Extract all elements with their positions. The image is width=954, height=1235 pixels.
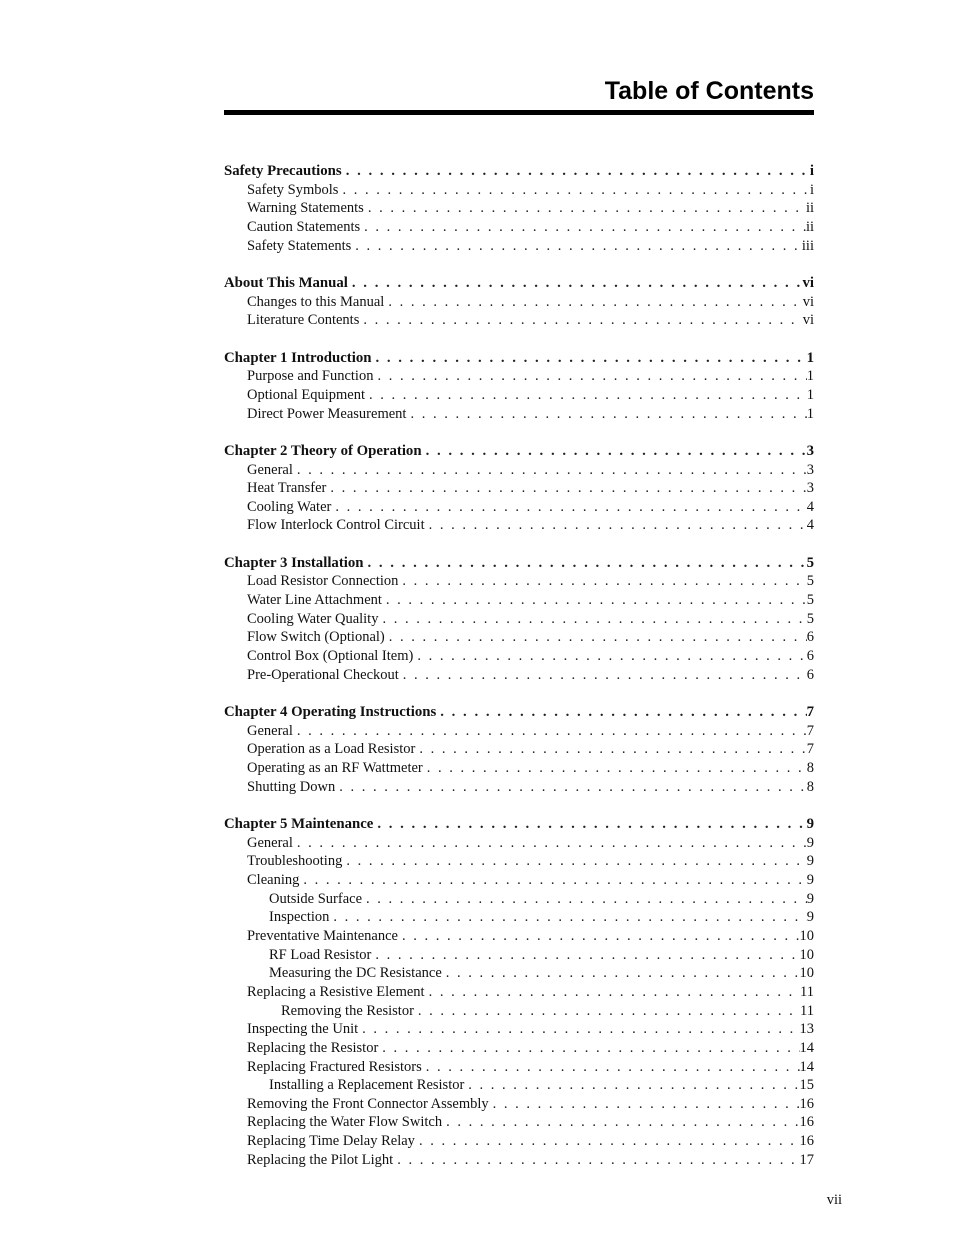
dot-leader: [413, 647, 806, 666]
toc-entry[interactable]: [224, 386, 814, 405]
toc-entry-page: 10: [799, 965, 814, 982]
toc-entry[interactable]: [224, 311, 814, 330]
toc-entry-page: 7: [806, 704, 814, 721]
toc-entry-label: Replacing the Water Flow Switch: [247, 1114, 443, 1131]
dot-leader: [442, 964, 800, 983]
dot-leader: [442, 1113, 799, 1132]
toc-entry-label: Safety Precautions: [224, 163, 342, 179]
dot-leader: [299, 871, 806, 890]
toc-entry-label: Replacing a Resistive Element: [247, 983, 425, 1000]
toc-entry[interactable]: [224, 405, 814, 424]
toc-entry-label: About This Manual: [224, 274, 348, 291]
table-of-contents: [224, 162, 814, 1169]
dot-leader: [365, 386, 807, 405]
toc-entry-page: 9: [806, 815, 814, 832]
toc-entry[interactable]: [224, 237, 814, 256]
toc-entry-label: Cooling Water: [247, 498, 332, 515]
toc-entry[interactable]: [224, 610, 814, 629]
toc-entry-page: 5: [806, 554, 814, 571]
dot-leader: [362, 890, 807, 909]
dot-leader: [359, 311, 802, 330]
toc-entry-page: 10: [799, 946, 814, 963]
toc-entry[interactable]: [224, 983, 814, 1002]
toc-entry-label: Measuring the DC Resistance: [269, 965, 442, 982]
toc-entry-label: Inspecting the Unit: [247, 1021, 359, 1038]
toc-entry[interactable]: [224, 908, 814, 927]
toc-entry[interactable]: [224, 1113, 814, 1132]
toc-entry-page: 8: [806, 760, 814, 776]
dot-leader: [384, 293, 802, 312]
toc-entry[interactable]: [224, 852, 814, 871]
toc-entry[interactable]: [224, 1151, 814, 1170]
toc-entry-page: i: [809, 181, 814, 198]
toc-entry[interactable]: [224, 461, 814, 480]
toc-entry-label: Optional Equipment: [247, 386, 365, 403]
toc-entry[interactable]: [224, 1020, 814, 1039]
toc-entry-page: 5: [806, 610, 814, 627]
toc-entry-label: Replacing Time Delay Relay: [247, 1133, 415, 1150]
toc-entry-label: Warning Statements: [247, 200, 364, 217]
dot-leader: [489, 1095, 800, 1114]
toc-entry-page: 10: [799, 927, 814, 944]
toc-entry-label: General: [247, 834, 293, 851]
toc-entry-page: 9: [806, 834, 814, 851]
toc-entry[interactable]: [224, 218, 814, 237]
dot-leader: [293, 461, 807, 480]
toc-entry[interactable]: [224, 591, 814, 610]
toc-entry-label: Cleaning: [247, 871, 300, 888]
toc-entry-label: Safety Symbols: [247, 181, 339, 198]
dot-leader: [342, 162, 810, 181]
dot-leader: [406, 405, 806, 424]
toc-entry-page: 17: [799, 1151, 814, 1168]
toc-entry-label: Installing a Replacement Resistor: [269, 1077, 465, 1094]
toc-entry[interactable]: [224, 740, 814, 759]
toc-entry-page: 6: [806, 629, 814, 646]
toc-entry-page: 15: [799, 1077, 814, 1094]
toc-entry-label: Removing the Front Connector Assembly: [247, 1095, 489, 1112]
toc-section-entry[interactable]: [224, 442, 814, 461]
dot-leader: [329, 908, 806, 927]
dot-leader: [414, 1002, 800, 1021]
toc-entry[interactable]: [224, 778, 814, 797]
toc-entry-page: 11: [800, 1002, 814, 1019]
toc-entry-label: Purpose and Function: [247, 368, 374, 385]
toc-entry-page: 8: [806, 778, 814, 795]
toc-section-entry[interactable]: [224, 349, 814, 368]
dot-leader: [358, 1020, 799, 1039]
toc-entry-page: 1: [806, 386, 814, 403]
toc-entry-page: 1: [806, 349, 814, 366]
dot-leader: [364, 554, 807, 573]
toc-entry[interactable]: [224, 572, 814, 591]
toc-entry-label: RF Load Resistor: [269, 946, 372, 963]
toc-entry-label: Replacing Fractured Resistors: [247, 1058, 422, 1075]
toc-entry-label: Shutting Down: [247, 778, 336, 795]
toc-entry-label: Flow Interlock Control Circuit: [247, 517, 425, 534]
toc-entry-label: Control Box (Optional Item): [247, 648, 414, 665]
toc-entry-page: 5: [806, 592, 814, 609]
toc-entry-page: 14: [799, 1058, 814, 1075]
toc-entry-label: Chapter 5 Maintenance: [224, 815, 374, 832]
toc-entry-label: Chapter 3 Installation: [224, 554, 364, 571]
toc-entry[interactable]: [224, 199, 814, 218]
toc-entry-label: Operating as an RF Wattmeter: [247, 760, 423, 776]
toc-entry[interactable]: [224, 628, 814, 647]
toc-entry-label: Removing the Resistor: [281, 1002, 414, 1019]
toc-entry-page: 6: [806, 666, 814, 683]
dot-leader: [351, 237, 802, 256]
toc-entry-page: vi: [802, 312, 814, 329]
toc-entry[interactable]: [224, 1132, 814, 1151]
toc-entry-label: Troubleshooting: [247, 853, 343, 870]
toc-entry-page: vi: [802, 274, 814, 291]
toc-entry-page: 11: [800, 983, 814, 1000]
page-title: Table of Contents: [604, 77, 814, 105]
toc-entry[interactable]: [224, 1058, 814, 1077]
dot-leader: [364, 199, 806, 218]
toc-entry-page: 1: [806, 405, 814, 422]
page-number: vii: [826, 1192, 842, 1208]
toc-entry-label: Outside Surface: [269, 890, 363, 907]
toc-section-entry[interactable]: [224, 815, 814, 834]
toc-section-entry[interactable]: [224, 554, 814, 573]
dot-leader: [423, 759, 807, 778]
toc-entry[interactable]: [224, 367, 814, 386]
toc-entry[interactable]: [224, 834, 814, 853]
toc-entry-page: 16: [799, 1114, 814, 1131]
dot-leader: [425, 516, 807, 535]
toc-section-entry[interactable]: [224, 162, 814, 181]
toc-section-entry[interactable]: [224, 703, 814, 722]
toc-entry[interactable]: [224, 516, 814, 535]
dot-leader: [378, 1039, 799, 1058]
toc-entry-page: 3: [806, 442, 814, 459]
dot-leader: [293, 722, 807, 741]
dot-leader: [422, 442, 807, 461]
dot-leader: [293, 834, 807, 853]
toc-entry-label: Chapter 2 Theory of Operation: [224, 442, 422, 459]
toc-entry-page: 3: [806, 480, 814, 497]
dot-leader: [378, 610, 806, 629]
toc-entry-label: Chapter 1 Introduction: [224, 349, 372, 366]
toc-entry[interactable]: [224, 666, 814, 685]
toc-section-entry[interactable]: [224, 274, 814, 293]
dot-leader: [464, 1076, 799, 1095]
toc-entry-label: General: [247, 461, 293, 478]
toc-entry-label: Flow Switch (Optional): [247, 629, 385, 646]
dot-leader: [415, 740, 806, 759]
toc-entry[interactable]: [224, 293, 814, 312]
dot-leader: [338, 181, 810, 200]
toc-entry-label: Caution Statements: [247, 218, 361, 235]
toc-entry-label: Preventative Maintenance: [247, 927, 398, 944]
dot-leader: [399, 666, 807, 685]
toc-entry[interactable]: [224, 498, 814, 517]
dot-leader: [371, 349, 806, 368]
toc-entry-label: Chapter 4 Operating Instructions: [224, 704, 437, 721]
dot-leader: [360, 218, 806, 237]
dot-leader: [335, 778, 807, 797]
toc-entry[interactable]: [224, 1095, 814, 1114]
dot-leader: [385, 628, 807, 647]
toc-entry-page: 14: [799, 1039, 814, 1056]
toc-entry-page: 3: [806, 461, 814, 478]
toc-entry-label: Inspection: [269, 909, 330, 926]
dot-leader: [422, 1058, 800, 1077]
toc-entry[interactable]: [224, 1002, 814, 1021]
dot-leader: [342, 852, 806, 871]
toc-entry-page: ii: [805, 200, 814, 217]
dot-leader: [331, 498, 806, 517]
dot-leader: [436, 703, 806, 722]
toc-entry-label: Direct Power Measurement: [247, 405, 407, 422]
toc-entry[interactable]: [224, 759, 814, 778]
dot-leader: [373, 815, 806, 834]
dot-leader: [348, 274, 803, 293]
toc-entry[interactable]: [224, 722, 814, 741]
toc-entry[interactable]: [224, 1039, 814, 1058]
toc-entry[interactable]: [224, 871, 814, 890]
toc-entry[interactable]: [224, 1076, 814, 1095]
toc-entry-page: 4: [806, 517, 814, 534]
toc-entry-label: Heat Transfer: [247, 480, 327, 497]
toc-entry[interactable]: [224, 647, 814, 666]
toc-entry-page: i: [809, 163, 814, 179]
toc-entry-page: 7: [806, 722, 814, 739]
toc-entry-label: General: [247, 722, 293, 739]
toc-entry-label: Water Line Attachment: [247, 592, 382, 609]
title-rule: [224, 110, 814, 115]
toc-entry-label: Replacing the Pilot Light: [247, 1151, 394, 1168]
toc-entry-label: Load Resistor Connection: [247, 573, 399, 590]
toc-entry-label: Operation as a Load Resistor: [247, 741, 416, 758]
toc-entry-page: 9: [806, 853, 814, 870]
toc-entry-label: Safety Statements: [247, 237, 352, 254]
dot-leader: [326, 479, 806, 498]
toc-entry-page: 7: [806, 741, 814, 758]
dot-leader: [393, 1151, 799, 1170]
toc-entry-page: 9: [806, 909, 814, 926]
toc-entry-page: 5: [806, 573, 814, 590]
toc-entry-page: 1: [806, 368, 814, 385]
dot-leader: [398, 927, 800, 946]
toc-entry[interactable]: [224, 479, 814, 498]
toc-entry-page: ii: [805, 218, 814, 235]
dot-leader: [382, 591, 807, 610]
toc-entry-page: 6: [806, 648, 814, 665]
toc-entry-page: 9: [806, 871, 814, 888]
dot-leader: [371, 946, 799, 965]
toc-entry-page: 16: [799, 1095, 814, 1112]
toc-entry[interactable]: [224, 946, 814, 965]
dot-leader: [415, 1132, 800, 1151]
toc-entry[interactable]: [224, 181, 814, 200]
dot-leader: [373, 367, 806, 386]
toc-entry-page: 9: [806, 890, 814, 907]
toc-entry-label: Changes to this Manual: [247, 293, 385, 310]
toc-entry-page: vi: [802, 293, 814, 310]
toc-entry-label: Pre-Operational Checkout: [247, 666, 399, 683]
toc-entry[interactable]: [224, 927, 814, 946]
toc-entry-page: iii: [801, 237, 814, 254]
dot-leader: [425, 983, 800, 1002]
toc-entry-page: 13: [799, 1021, 814, 1038]
toc-entry-label: Replacing the Resistor: [247, 1039, 379, 1056]
toc-entry[interactable]: [224, 890, 814, 909]
toc-entry-page: 4: [806, 498, 814, 515]
toc-entry-label: Literature Contents: [247, 312, 360, 329]
toc-entry-label: Cooling Water Quality: [247, 610, 379, 627]
toc-entry-page: 16: [799, 1133, 814, 1150]
dot-leader: [398, 572, 806, 591]
toc-entry[interactable]: [224, 964, 814, 983]
